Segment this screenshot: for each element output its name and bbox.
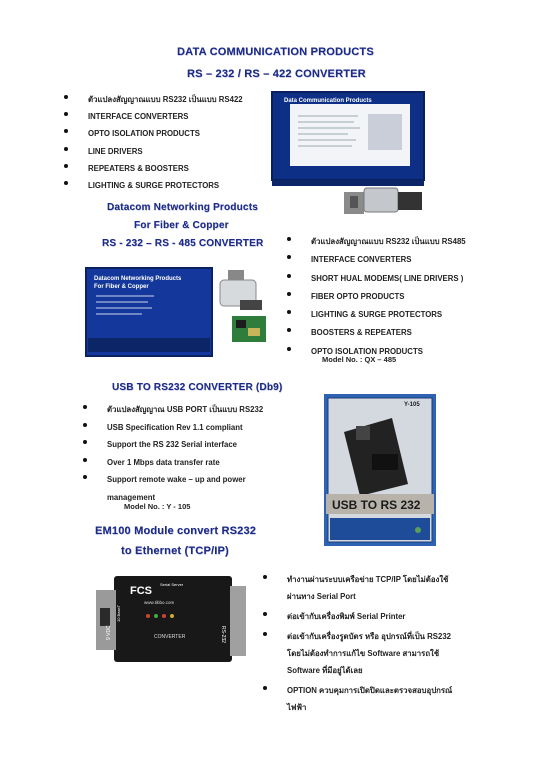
em100-converter-device-image [88,572,248,668]
list-item-line: ต่อเข้ากับเครื่องพิมพ์ Serial Printer [287,612,406,621]
box-tag: Y-105 [404,402,420,408]
list-item-line: Support remote wake – up and power [107,475,246,485]
list-item: ตัวแปลงสัญญาณ USB PORT เป็นแบบ RS232 [79,401,263,419]
list-item-line: OPTION ควบคุมการเปิดปิดและตรวจสอบอุปกรณ์ [287,686,453,695]
model-number-y105: Model No. : Y - 105 [124,502,191,511]
box-label: USB TO RS 232 [332,498,421,512]
list-item: Over 1 Mbps data transfer rate [79,454,263,472]
list-item: ตัวแปลงสัญญาณแบบ RS232 เป็นแบบ RS485 [283,233,466,251]
usb-feature-list [79,401,263,507]
device-brand-sub: Serial Server [160,582,184,587]
rs422-feature-list [60,91,243,194]
rs485-adapter-image [214,266,272,350]
list-item: REPEATERS & BOOSTERS [60,160,243,177]
rs232-rs422-heading: RS – 232 / RS – 422 CONVERTER [187,68,366,80]
list-item [259,628,452,679]
list-item-line: ทำงานผ่านระบบเครือข่าย TCP/IP โดยไม่ต้องใช้ [287,575,449,584]
device-net-label: 10 BaseT [116,604,121,622]
rs232-rs485-heading: RS - 232 – RS - 485 CONVERTER [102,238,264,249]
list-item: INTERFACE CONVERTERS [60,108,243,125]
device-port-label: RS-232 [220,626,226,643]
data-communication-product-image [268,88,434,224]
list-item: OPTO ISOLATION PRODUCTS [60,125,243,142]
list-item [259,608,452,625]
box-label: For Fiber & Copper [94,284,149,290]
list-item-line: ไฟฟ้า [287,703,307,712]
list-item-line: management [107,492,156,502]
em100-heading-line2: to Ethernet (TCP/IP) [121,545,229,557]
device-label: CONVERTER [154,634,186,640]
em100-heading-line1: EM100 Module convert RS232 [95,525,257,537]
list-item: USB Specification Rev 1.1 compliant [79,419,263,437]
list-item-line: ต่อเข้ากับเครื่องรูดบัตร หรือ อุปกรณ์ที่เป็น RS232 [287,632,452,641]
list-item [259,571,452,605]
usb-to-rs232-product-image [322,392,438,548]
list-item: OPTO ISOLATION PRODUCTS [283,343,466,361]
rs485-feature-list [283,233,466,361]
list-item: INTERFACE CONVERTERS [283,251,466,269]
datacom-networking-heading: Datacom Networking Products [107,202,258,213]
list-item-line: ผ่านทาง Serial Port [287,592,356,601]
list-item: LIGHTING & SURGE PROTECTORS [60,177,243,194]
model-number-qx485: Model No. : QX – 485 [322,355,397,364]
device-power-label: 9 VDC [106,625,112,640]
box-label: Data Communication Products [284,98,372,104]
fiber-copper-heading: For Fiber & Copper [134,220,229,231]
list-item: ตัวแปลงสัญญาณแบบ RS232 เป็นแบบ RS422 [60,91,243,108]
list-item: Support the RS 232 Serial interface [79,436,263,454]
list-item: LINE DRIVERS [60,143,243,160]
device-brand: FCS [130,585,152,597]
list-item: SHORT HUAL MODEMS( LINE DRIVERS ) [283,270,466,288]
list-item [259,682,452,716]
page-title: DATA COMMUNICATION PRODUCTS [177,46,374,58]
box-label: Datacom Networking Products [94,276,182,282]
usb-rs232-heading: USB TO RS232 CONVERTER (Db9) [112,382,283,393]
list-item-line: Software ที่มีอยู่ได้เลย [287,666,363,675]
rs485-converter-product-image [84,264,214,360]
list-item: LIGHTING & SURGE PROTECTORS [283,306,466,324]
list-item-line: โดยไม่ต้องทำการแก้ไข Software สามารถใช้ [287,649,440,658]
list-item: BOOSTERS & REPEATERS [283,324,466,342]
list-item: FIBER OPTO PRODUCTS [283,288,466,306]
em100-feature-list [259,571,452,716]
device-url: www.tibbo.com [144,600,175,605]
